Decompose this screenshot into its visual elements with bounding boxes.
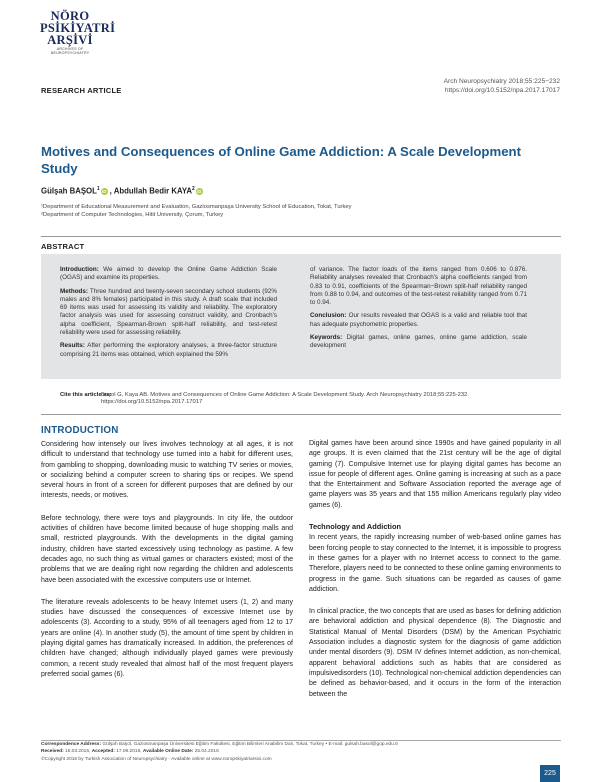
- correspondence-text: Gülşah Başol, Gaziosmanpaşa Üniversitesi Eğitim Fakültesi, Eğitim Bilimleri Anabilim Dalı, Tokat, Turkey • E-mail: gulsah.basol@gop.edu.tr: [101, 742, 399, 747]
- author-list: Gülşah BAŞOL$^1$ iD , Abdullah Bedir KAYA$^2$ iD: [41, 186, 202, 196]
- online-date: 25.04.2018: [193, 749, 219, 754]
- body-column-left: [41, 440, 293, 692]
- paragraph: In recent years, the rapidly increasing number of web-based online games has been forcing people to stay connected to the Internet, it is impossible to progress in these games for a player with no Internet access to connect to the game. Therefore, players need to be connected to these online gaming environments to progress in the game. Such situations can be regarded as causes of game addiction.: [309, 534, 561, 593]
- journal-volume: Arch Neuropsychiatry 2018;55:225−232: [443, 78, 560, 85]
- paragraph: Digital games have been around since 1990s and have gained popularity in all age groups. It is even claimed that the 21st century will be the age of digital gaming (7). Compulsive Internet use for playing digital games has become an issue for people of different ages. Online gaming is increasing at such as a pace that the Entertainment and Software Association reported the average age of game players was 35 years and that 155 million Americans regularly play video games (6).: [309, 440, 561, 509]
- paragraph: The literature reveals adolescents to be heavy Internet users (1, 2) and many studies have discussed the consequences of excessive Internet use by adolescents (3). According to a study, 95% of all teenagers aged from 12 to 17 years are online (4). In another study (5), the amount of time spent by children in playing digital games has dramatically increased. In addition, the preferences of children have changed; although individually played games were previously common, a recent study revealed that almost half of the most frequent players preferred social games (6).: [41, 598, 293, 678]
- abstract-keywords: [310, 334, 527, 351]
- received-date: 15.03.2016,: [63, 749, 92, 754]
- journal-doi-link[interactable]: https://doi.org/10.5152/npa.2017.17017: [444, 87, 560, 94]
- journal-citation: [444, 77, 560, 95]
- abstract-conclusion-label: Conclusion:: [310, 312, 347, 320]
- divider: [41, 414, 561, 415]
- page-number: 225: [540, 765, 560, 782]
- divider: [41, 236, 561, 237]
- abstract-introduction: [60, 266, 277, 283]
- article-title: Motives and Consequences of Online Game Addiction: A Scale Development Study: [41, 144, 521, 176]
- correspondence-note: [41, 742, 561, 748]
- abstract-results-continued: of variance. The factor loads of the items ranged from 0.606 to 0.876. Reliability analyses revealed that Cronbach's alpha coefficients ranged from 0.83 to 0.91, coefficients of the Spearman−Brown split-half reliability ranged from 0.88 to 0.94, and outcomes of the test-retest reliability ranged from 0.71 to 0.94.: [310, 266, 527, 307]
- abstract-methods: [60, 288, 277, 338]
- orcid-icon[interactable]: iD: [197, 189, 202, 195]
- paragraph: In clinical practice, the two concepts that are used as bases for defining addiction are behavioral addiction and physical dependence (8). The Diagnostic and Statistical Manual of Mental Disorders (DSM) by the American Psychiatric Association includes a diagnostic system for the diagnosis of game addiction under mental disorders (9). DSM IV defines Internet addiction, as non-chemical, apparent behavioral addictions such as habits that are considered as impulsivedisorders (10). Technological non-chemical addiction dependencies can be defined as behavior-based, and it occurs in the form of the interaction between the: [309, 608, 561, 698]
- paragraph: Before technology, there were toys and playgrounds. In city life, the outdoor activities of children have become limited because of huge shopping malls and small, restricted playgrounds. With the developments in the digital gaming industry, children have started excessively using technology as pastime. A few decades ago, no such thing as virtual games or characters existed; most of the problems that we are dealing right now regarding the children and adolescents have been associated with the excessive computers use or Internet.: [41, 514, 293, 584]
- abstract-results-label: Results:: [60, 342, 85, 350]
- dates-note: [41, 749, 561, 755]
- abstract-conclusion-text: Our results revealed that OGAS is a valid and reliable tool that has adequate psychometric properties.: [310, 312, 527, 328]
- author-1-affiliation-mark: 1: [96, 186, 100, 192]
- citation-text: Başol G, Kaya AB. Motives and Consequences of Online Game Addiction: A Scale Development Study. Arch Neuropsychiatry 2018;55:225-232. https://doi.org/10.5152/npa.2017.17017: [101, 392, 469, 406]
- abstract-methods-text: Three hundred and twenty-seven secondary school students (92% males and 8% females) participated in this study. A draft scale that included 69 items was used for assessing its validity and reliability. The exploratory factor analysis was used for assessing construct validity, and Cronbach's alpha coefficient, Spearman-Brown split-half reliability, and test-retest reliability were used for assessing reliability.: [60, 287, 277, 337]
- abstract-results-text: After performing the exploratory analyses, a three-factor structure comprising 21 items was obtained, which explained the 59%: [60, 342, 277, 358]
- body-column-right: [309, 439, 561, 712]
- logo-line-1: NÖRO: [50, 9, 90, 23]
- logo-line-3: ARŞİVİ: [47, 33, 93, 47]
- logo-line-2: PSİKİYATRİ: [40, 21, 116, 35]
- abstract-keywords-label: Keywords:: [310, 334, 343, 342]
- accepted-label: Accepted:: [91, 749, 115, 754]
- author-2-affiliation-mark: 2: [192, 186, 195, 192]
- abstract-box: [41, 254, 561, 379]
- abstract-column-right: [310, 266, 527, 356]
- citation-label: Cite this article as:: [60, 392, 112, 398]
- paragraph: Considering how intensely our lives involves technology at all ages, it is not difficult to understand that technology use turned into a habit for different uses, from gambling to shopping, downloading music to watching TV series or movies, or socializing behind a computer screen to sharing tips or recipes. We spend several hours in front of a screen for different purposes that are defined by our interests, needs, or motives.: [41, 441, 293, 500]
- author-1-name: Gülşah BAŞOL: [41, 186, 97, 196]
- author-2-name: Abdullah Bedir KAYA: [113, 186, 192, 196]
- footer-divider: [41, 740, 561, 741]
- abstract-heading: ABSTRACT: [41, 242, 85, 251]
- introduction-heading: INTRODUCTION: [41, 425, 119, 436]
- journal-logo: [40, 9, 116, 55]
- abstract-keywords-text: Digital games, online games, online game addiction, scale development: [310, 334, 527, 350]
- abstract-conclusion: [310, 312, 527, 329]
- copyright-note: ©Copyright 2016 by Turkish Association of Neuropsychiatry - Available online at www.noropskiyatriarsivi.com: [41, 757, 272, 762]
- article-type: RESEARCH ARTICLE: [41, 86, 122, 95]
- abstract-results: [60, 342, 277, 359]
- logo-subtitle: ARCHIVES OF NEUROPSYCHIATRY: [50, 47, 90, 55]
- orcid-icon[interactable]: iD: [101, 189, 107, 195]
- abstract-methods-label: Methods:: [60, 287, 88, 295]
- online-label: Available Online Date:: [142, 749, 194, 754]
- correspondence-label: Correspondence Address:: [41, 742, 102, 747]
- abstract-introduction-text: We aimed to develop the Online Game Addiction Scale (OGAS) and examine its properties.: [60, 266, 277, 282]
- abstract-introduction-label: Introduction:: [60, 266, 99, 273]
- abstract-column-left: [60, 266, 277, 364]
- received-label: Received:: [41, 749, 64, 754]
- affiliation-2: ²Department of Computer Technologies, Hitit University, Çorum, Turkey: [41, 212, 224, 218]
- section-subheading: Technology and Addiction: [309, 522, 401, 532]
- accepted-date: 17.08.2016,: [114, 749, 143, 754]
- affiliation-1: ¹Department of Educational Measurement and Evaluation, Gaziosmanpaşa University School of Education, Tokat, Turkey: [41, 204, 352, 210]
